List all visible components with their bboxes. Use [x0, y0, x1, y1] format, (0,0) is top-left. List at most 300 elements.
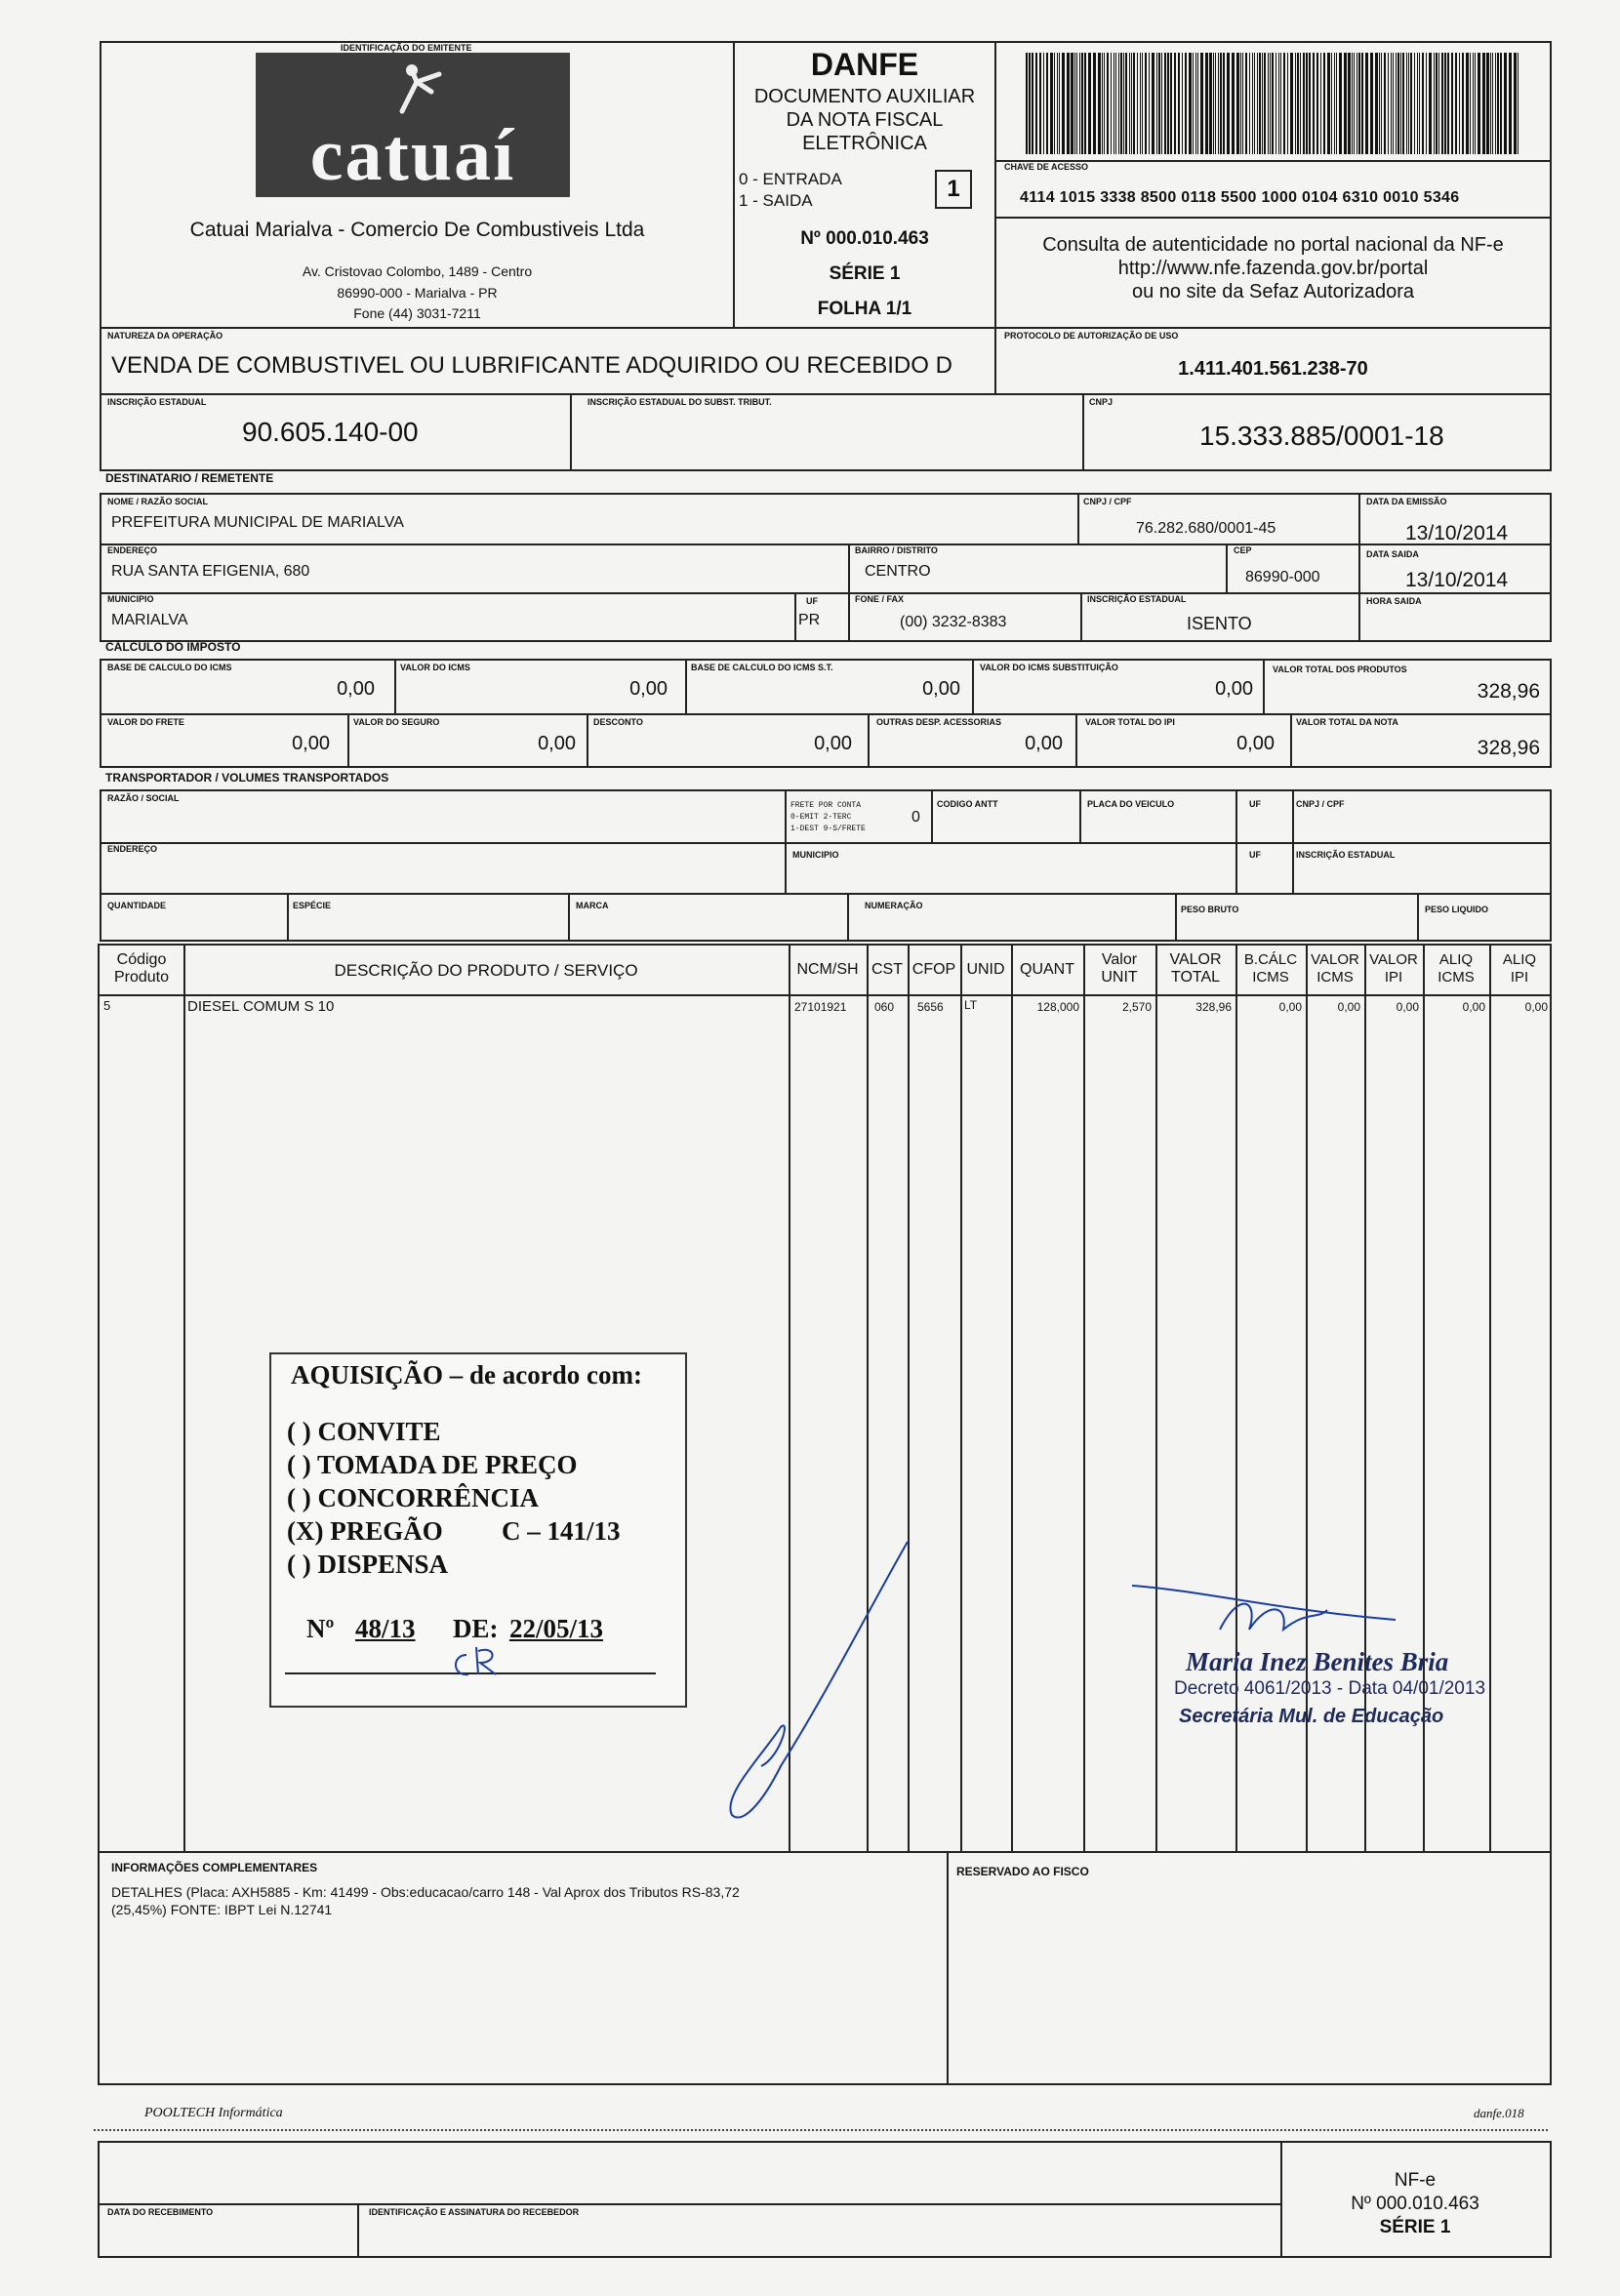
cnpj-value: 15.333.885/0001-18 [1199, 421, 1444, 451]
hdr-vunit-1: Valor [1101, 951, 1138, 968]
danfe-numero: Nº 000.010.463 [800, 228, 929, 249]
chave-box [994, 41, 1552, 329]
outras-label: OUTRAS DESP. ACESSORIAS [876, 717, 1002, 727]
barcode-bar [1408, 53, 1409, 154]
hdr-aicms-1: ALIQ [1438, 951, 1474, 968]
table-row [100, 996, 1550, 1016]
complementares-text2: (25,45%) FONTE: IBPT Lei N.12741 [111, 1902, 333, 1917]
barcode-bar [1067, 53, 1070, 154]
recebimento-label: DATA DO RECEBIMENTO [107, 2207, 214, 2217]
company-logo [256, 53, 570, 197]
dest-ie-label: INSCRIÇÃO ESTADUAL [1087, 594, 1187, 604]
consulta-line2: http://www.nfe.fazenda.gov.br/portal [1117, 258, 1429, 279]
barcode-bar [1223, 53, 1225, 154]
barcode-bar [1131, 53, 1132, 154]
barcode-bar [1161, 53, 1162, 154]
barcode-bar [1509, 53, 1512, 154]
emitente-address1: Av. Cristovao Colombo, 1489 - Centro [302, 263, 533, 279]
barcode-bar [1205, 53, 1208, 154]
barcode-bar [1358, 53, 1360, 154]
barcode-bar [1283, 53, 1285, 154]
barcode-bar [1262, 53, 1263, 154]
stamp-line1: ( ) CONVITE [287, 1417, 441, 1446]
hdr-ncm: NCM/SH [796, 961, 859, 978]
hdr-aicms-2: ICMS [1438, 969, 1475, 986]
barcode-bar [1447, 53, 1449, 154]
barcode-bar [1259, 53, 1261, 154]
barcode-bar [1381, 53, 1382, 154]
barcode-bar [1313, 53, 1315, 154]
imposto-box [100, 659, 1552, 768]
barcode-bar [1111, 53, 1112, 154]
barcode-bar [1046, 53, 1048, 154]
barcode-bar [1455, 53, 1457, 154]
cell-vipi: 0,00 [1396, 1000, 1419, 1014]
barcode-bar [1323, 53, 1325, 154]
barcode-bar [1384, 53, 1386, 154]
v-nota-label: VALOR TOTAL DA NOTA [1296, 717, 1398, 727]
dest-municipio-label: MUNICIPIO [107, 594, 154, 604]
hdr-cfop: CFOP [911, 961, 956, 978]
barcode-bar [1393, 53, 1394, 154]
frete-line2: 0-EMIT 2-TERC [790, 813, 852, 822]
stamp-numero-prefix: Nº [306, 1614, 335, 1643]
complementares-label: INFORMAÇÕES COMPLEMENTARES [111, 1861, 318, 1874]
barcode-bar [1473, 53, 1474, 154]
danfe-tipo: 1 [935, 170, 972, 209]
destinatario-box [100, 493, 1552, 642]
barcode-bar [1396, 53, 1397, 154]
barcode-bar [1227, 53, 1230, 154]
v-icms-st-value: 0,00 [1215, 678, 1253, 700]
dest-bairro: CENTRO [865, 563, 931, 580]
signer-decreto: Decreto 4061/2013 - Data 04/01/2013 [1174, 1678, 1486, 1699]
transp-ie-label: INSCRIÇÃO ESTADUAL [1296, 850, 1396, 860]
barcode-bar [1370, 53, 1373, 154]
hdr-cst: CST [871, 961, 903, 978]
protocolo-box [994, 327, 1552, 395]
barcode-bar [1242, 53, 1243, 154]
natureza-box [100, 327, 996, 395]
v-icms-st-label: VALOR DO ICMS SUBSTITUIÇÃO [980, 663, 1118, 672]
barcode-bar [1478, 53, 1480, 154]
barcode-bar [1081, 53, 1083, 154]
hdr-vicms-1: VALOR [1311, 951, 1359, 968]
barcode-bar [1142, 53, 1143, 154]
chave-label: CHAVE DE ACESSO [1004, 162, 1089, 172]
ipi-label: VALOR TOTAL DO IPI [1085, 717, 1175, 727]
barcode-bar [1118, 53, 1119, 154]
barcode-bar [1167, 53, 1169, 154]
barcode-bar [1375, 53, 1378, 154]
barcode-bar [1152, 53, 1154, 154]
cut-line [94, 2129, 1548, 2131]
danfe-saida: 1 - SAIDA [739, 191, 813, 210]
cell-cfop: 5656 [917, 1000, 944, 1014]
barcode-bar [1213, 53, 1214, 154]
barcode-bar [1438, 53, 1439, 154]
barcode-bar [1088, 53, 1091, 154]
barcode-bar [1434, 53, 1435, 154]
peso-bruto-label: PESO BRUTO [1181, 905, 1239, 914]
danfe-folha: FOLHA 1/1 [817, 299, 912, 319]
stamp-line5: ( ) DISPENSA [287, 1550, 449, 1579]
barcode-bar [1429, 53, 1432, 154]
barcode-bar [1495, 53, 1496, 154]
barcode-bar [1287, 53, 1288, 154]
barcode-bar [1391, 53, 1392, 154]
barcode-bar [1050, 53, 1053, 154]
cell-ncm: 27101921 [794, 1000, 847, 1014]
cell-quant: 128,000 [1036, 1000, 1079, 1014]
barcode-bar [1035, 53, 1037, 154]
antt-label: CODIGO ANTT [937, 799, 998, 809]
hdr-vipi-1: VALOR [1369, 951, 1418, 968]
barcode-bar [1475, 53, 1476, 154]
barcode-bar [1043, 53, 1044, 154]
complementares-box [98, 1851, 1552, 2085]
barcode-bar [1486, 53, 1489, 154]
marca-label: MARCA [576, 901, 609, 910]
barcode-bar [1123, 53, 1124, 154]
protocolo-value: 1.411.401.561.238-70 [1178, 358, 1368, 380]
razao-label: RAZÃO / SOCIAL [107, 793, 180, 803]
v-icms-label: VALOR DO ICMS [400, 663, 470, 672]
dest-endereco-label: ENDEREÇO [107, 545, 158, 555]
v-produtos-label: VALOR TOTAL DOS PRODUTOS [1273, 665, 1407, 674]
complementares-text1: DETALHES (Placa: AXH5885 - Km: 41499 - Obs:educacao/carro 148 - Val Aprox dos Tributos RS-83,72 [111, 1884, 740, 1900]
barcode-bar [1300, 53, 1301, 154]
barcode-bar [1514, 53, 1517, 154]
cell-vicms: 0,00 [1337, 1000, 1360, 1014]
dest-ie: ISENTO [1187, 614, 1252, 633]
ie-value: 90.605.140-00 [242, 417, 419, 447]
transp-uf-label: UF [1249, 799, 1261, 809]
peso-liquido-label: PESO LIQUIDO [1425, 905, 1489, 914]
frete-line1: FRETE POR CONTA [790, 801, 862, 810]
dest-fone-label: FONE / FAX [855, 594, 905, 604]
barcode-bar [1354, 53, 1355, 154]
barcode-bar [1120, 53, 1122, 154]
inscricao-box [100, 393, 1552, 471]
dest-cep-label: CEP [1234, 545, 1252, 555]
barcode-bar [1076, 53, 1077, 154]
barcode-bar [1145, 53, 1147, 154]
barcode-bar [1397, 53, 1399, 154]
protocolo-label: PROTOCOLO DE AUTORIZAÇÃO DE USO [1004, 331, 1179, 341]
barcode-bar [1320, 53, 1321, 154]
barcode-bar [1249, 53, 1250, 154]
natureza-value: VENDA DE COMBUSTIVEL OU LUBRIFICANTE ADQUIRIDO OU RECEBIDO D [111, 352, 952, 379]
seguro-value: 0,00 [538, 733, 576, 754]
barcode-bar [1297, 53, 1299, 154]
stamp-line3: ( ) CONCORRÊNCIA [287, 1483, 539, 1512]
cell-bcalc: 0,00 [1278, 1000, 1302, 1014]
barcode-bar [1209, 53, 1212, 154]
barcode-bar [1309, 53, 1311, 154]
emitente-box [100, 41, 735, 329]
bc-icms-label: BASE DE CALCULO DO ICMS [107, 663, 232, 672]
barcode-bar [1339, 53, 1342, 154]
recibo-nfe: NF-e [1394, 2170, 1437, 2191]
cnpj-label: CNPJ [1089, 397, 1114, 407]
barcode-bar [1039, 53, 1041, 154]
barcode-bar [1133, 53, 1135, 154]
barcode-bar [1029, 53, 1031, 154]
frete-value: 0 [911, 809, 920, 826]
barcode-bar [1419, 53, 1420, 154]
hdr-vtotal-2: TOTAL [1170, 969, 1221, 986]
ipi-value: 0,00 [1236, 733, 1275, 754]
barcode-bar [1379, 53, 1380, 154]
ie-st-label: INSCRIÇÃO ESTADUAL DO SUBST. TRIBUT. [587, 397, 772, 407]
barcode-bar [1400, 53, 1401, 154]
barcode-bar [1426, 53, 1427, 154]
barcode-bar [1218, 53, 1219, 154]
barcode-bar [1482, 53, 1485, 154]
danfe-title: DANFE [810, 47, 919, 82]
bc-icms-st-label: BASE DE CALCULO DO ICMS S.T. [691, 663, 833, 672]
transp-endereco-label: ENDEREÇO [107, 844, 158, 854]
barcode-bar [1303, 53, 1305, 154]
stamp-data: 22/05/13 [509, 1614, 604, 1643]
barcode-bar [1334, 53, 1335, 154]
cell-unid: LT [964, 998, 978, 1012]
barcode-bar [1026, 53, 1028, 154]
fisco-label: RESERVADO AO FISCO [956, 1865, 1089, 1878]
hdr-unid: UNID [966, 961, 1005, 978]
danfe-entrada: 0 - ENTRADA [739, 170, 842, 188]
danfe-subtitle3: ELETRÔNICA [802, 133, 927, 154]
barcode-bar [1245, 53, 1247, 154]
especie-label: ESPÉCIE [293, 901, 332, 910]
barcode-bar [1406, 53, 1407, 154]
cell-aicms: 0,00 [1462, 1000, 1485, 1014]
barcode-bar [1125, 53, 1127, 154]
cell-vtotal: 328,96 [1195, 1000, 1232, 1014]
dest-fone: (00) 3232-8383 [900, 614, 1007, 630]
barcode-bar [1492, 53, 1493, 154]
stamp-de-prefix: DE: [453, 1614, 499, 1643]
transportador-box [100, 789, 1552, 895]
hdr-descricao: DESCRIÇÃO DO PRODUTO / SERVIÇO [334, 961, 638, 980]
barcode-bar [1215, 53, 1216, 154]
danfe-box [733, 41, 996, 329]
barcode-bar [1197, 53, 1198, 154]
transp-uf2-label: UF [1249, 850, 1261, 860]
barcode-bar [1410, 53, 1412, 154]
signature-flourish-icon [1122, 1571, 1415, 1649]
ie-label: INSCRIÇÃO ESTADUAL [107, 397, 207, 407]
barcode-bar [1278, 53, 1279, 154]
dest-hora-label: HORA SAIDA [1366, 596, 1422, 606]
barcode-bar [1348, 53, 1351, 154]
barcode-bar [1518, 53, 1519, 154]
barcode-bar [1182, 53, 1183, 154]
emitente-address2: 86990-000 - Marialva - PR [337, 285, 498, 301]
stamp-line4b: C – 141/13 [502, 1516, 621, 1546]
barcode-bar [1149, 53, 1150, 154]
v-nota-value: 328,96 [1477, 737, 1540, 759]
volumes-box [100, 893, 1552, 942]
dest-uf: PR [798, 612, 821, 628]
barcode-bar [1074, 53, 1075, 154]
aquisicao-stamp [269, 1352, 687, 1708]
barcode-bar [1504, 53, 1507, 154]
barcode-bar [1466, 53, 1469, 154]
barcode-bar [1500, 53, 1502, 154]
barcode-bar [1093, 53, 1096, 154]
consulta-line3: ou no site da Sefaz Autorizadora [1131, 281, 1415, 302]
hdr-bcalc-1: B.CÁLC [1243, 951, 1298, 968]
destinatario-section-label: DESTINATARIO / REMETENTE [105, 471, 274, 485]
dest-saida-label: DATA SAIDA [1366, 549, 1419, 559]
barcode-bar [1102, 53, 1103, 154]
frete-line3: 1-DEST 9-S/FRETE [790, 825, 866, 833]
barcode-bar [1272, 53, 1274, 154]
barcode-bar [1062, 53, 1065, 154]
barcode-bar [1436, 53, 1438, 154]
assinatura-recebedor-label: IDENTIFICAÇÃO E ASSINATURA DO RECEBEDOR [369, 2207, 580, 2217]
dest-cnpj: 76.282.680/0001-45 [1136, 520, 1276, 537]
emitente-phone: Fone (44) 3031-7211 [353, 305, 481, 321]
logo-figure-icon [383, 62, 451, 121]
barcode-bar [1195, 53, 1196, 154]
barcode-bar [1107, 53, 1109, 154]
placa-label: PLACA DO VEICULO [1087, 799, 1175, 809]
barcode-bar [1490, 53, 1491, 154]
barcode-bar [1104, 53, 1105, 154]
barcode-bar [1462, 53, 1464, 154]
consulta-line1: Consulta de autenticidade no portal nacional da NF-e [1042, 234, 1504, 256]
hdr-vunit-2: UNIT [1101, 969, 1138, 986]
barcode-bar [1140, 53, 1141, 154]
barcode-bar [1417, 53, 1418, 154]
barcode-bar [1178, 53, 1180, 154]
signature-scribble-icon [722, 1532, 917, 1834]
cell-cst: 060 [874, 1000, 895, 1014]
barcode-bar [1084, 53, 1086, 154]
barcode-bar [1059, 53, 1060, 154]
barcode-bar [1252, 53, 1253, 154]
hdr-codigo-2: Produto [113, 969, 170, 986]
barcode-bar [1444, 53, 1446, 154]
barcode-bar [1054, 53, 1055, 154]
barcode-bar [1164, 53, 1166, 154]
cell-descricao: DIESEL COMUM S 10 [187, 998, 335, 1015]
barcode-bar [1174, 53, 1176, 154]
dest-emissao: 13/10/2014 [1405, 522, 1509, 544]
logo-text: catuaí [309, 114, 516, 196]
barcode-bar [1236, 53, 1239, 154]
barcode-bar [1137, 53, 1138, 154]
barcode-bar [1470, 53, 1471, 154]
chave-value: 4114 1015 3338 8500 0118 5500 1000 0104 6310 0010 5346 [1020, 189, 1460, 206]
barcode-bar [1336, 53, 1337, 154]
barcode-bar [1451, 53, 1453, 154]
emitente-name: Catuai Marialva - Comercio De Combustiveis Ltda [189, 219, 645, 241]
transportador-section-label: TRANSPORTADOR / VOLUMES TRANSPORTADOS [105, 771, 389, 785]
emitente-section-label: IDENTIFICAÇÃO DO EMITENTE [341, 43, 472, 53]
stamp-line2: ( ) TOMADA DE PREÇO [287, 1450, 578, 1479]
hdr-vicms-2: ICMS [1316, 969, 1354, 986]
dest-cnpj-label: CNPJ / CPF [1083, 497, 1132, 506]
desconto-value: 0,00 [814, 733, 852, 754]
dest-saida: 13/10/2014 [1405, 569, 1509, 591]
form-code: danfe.018 [1474, 2106, 1524, 2120]
recibo-serie: SÉRIE 1 [1379, 2217, 1451, 2237]
hdr-codigo-1: Código [116, 951, 167, 968]
barcode-bar [1414, 53, 1415, 154]
barcode-bar [1170, 53, 1172, 154]
barcode-bar [1032, 53, 1033, 154]
barcode [1026, 53, 1523, 160]
barcode-bar [1185, 53, 1187, 154]
stamp-title: AQUISIÇÃO – de acordo com: [291, 1360, 642, 1390]
danfe-subtitle1: DOCUMENTO AUXILIAR [753, 86, 976, 107]
barcode-bar [1422, 53, 1424, 154]
transp-cnpj-label: CNPJ / CPF [1296, 799, 1345, 809]
hdr-aipi-1: ALIQ [1502, 951, 1537, 968]
dest-bairro-label: BAIRRO / DISTRITO [855, 545, 938, 555]
dest-municipio: MARIALVA [111, 612, 188, 628]
barcode-bar [1361, 53, 1363, 154]
signer-name: Maria Inez Benites Bria [1186, 1647, 1449, 1676]
barcode-bar [1344, 53, 1347, 154]
barcode-bar [1200, 53, 1203, 154]
v-icms-value: 0,00 [629, 678, 668, 700]
barcode-bar [1098, 53, 1101, 154]
barcode-bar [1327, 53, 1330, 154]
dest-endereco: RUA SANTA EFIGENIA, 680 [111, 563, 310, 580]
bc-icms-st-value: 0,00 [922, 678, 960, 700]
barcode-bar [1156, 53, 1157, 154]
dest-cep: 86990-000 [1245, 569, 1320, 585]
stamp-line4: (X) PREGÃO [287, 1516, 443, 1546]
hdr-bcalc-2: ICMS [1252, 969, 1289, 986]
barcode-bar [1402, 53, 1404, 154]
barcode-bar [1352, 53, 1353, 154]
frete-label: VALOR DO FRETE [107, 717, 184, 727]
hdr-vtotal-1: VALOR [1169, 951, 1222, 968]
transp-municipio-label: MUNICIPIO [792, 850, 839, 860]
cell-codigo: 5 [103, 998, 111, 1013]
numeracao-label: NUMERAÇÃO [865, 901, 923, 910]
barcode-bar [1115, 53, 1116, 154]
danfe-subtitle2: DA NOTA FISCAL [786, 109, 944, 131]
hdr-aipi-2: IPI [1510, 969, 1529, 986]
barcode-bar [1129, 53, 1130, 154]
quantidade-label: QUANTIDADE [107, 901, 166, 910]
barcode-bar [1057, 53, 1058, 154]
signer-cargo: Secretária Mul. de Educação [1179, 1706, 1444, 1727]
barcode-bar [1316, 53, 1318, 154]
barcode-bar [1306, 53, 1308, 154]
seguro-label: VALOR DO SEGURO [353, 717, 440, 727]
outras-value: 0,00 [1025, 733, 1063, 754]
stamp-initials-icon [437, 1626, 515, 1684]
software-credit: POOLTECH Informática [144, 2106, 283, 2120]
dest-nome-label: NOME / RAZÃO SOCIAL [107, 497, 208, 506]
danfe-serie: SÉRIE 1 [829, 263, 901, 284]
desconto-label: DESCONTO [593, 717, 643, 727]
cell-aipi: 0,00 [1524, 1000, 1548, 1014]
recibo-box [98, 2141, 1552, 2258]
barcode-bar [1388, 53, 1389, 154]
barcode-bar [1268, 53, 1269, 154]
recibo-numero: Nº 000.010.463 [1351, 2194, 1479, 2214]
barcode-bar [1441, 53, 1443, 154]
